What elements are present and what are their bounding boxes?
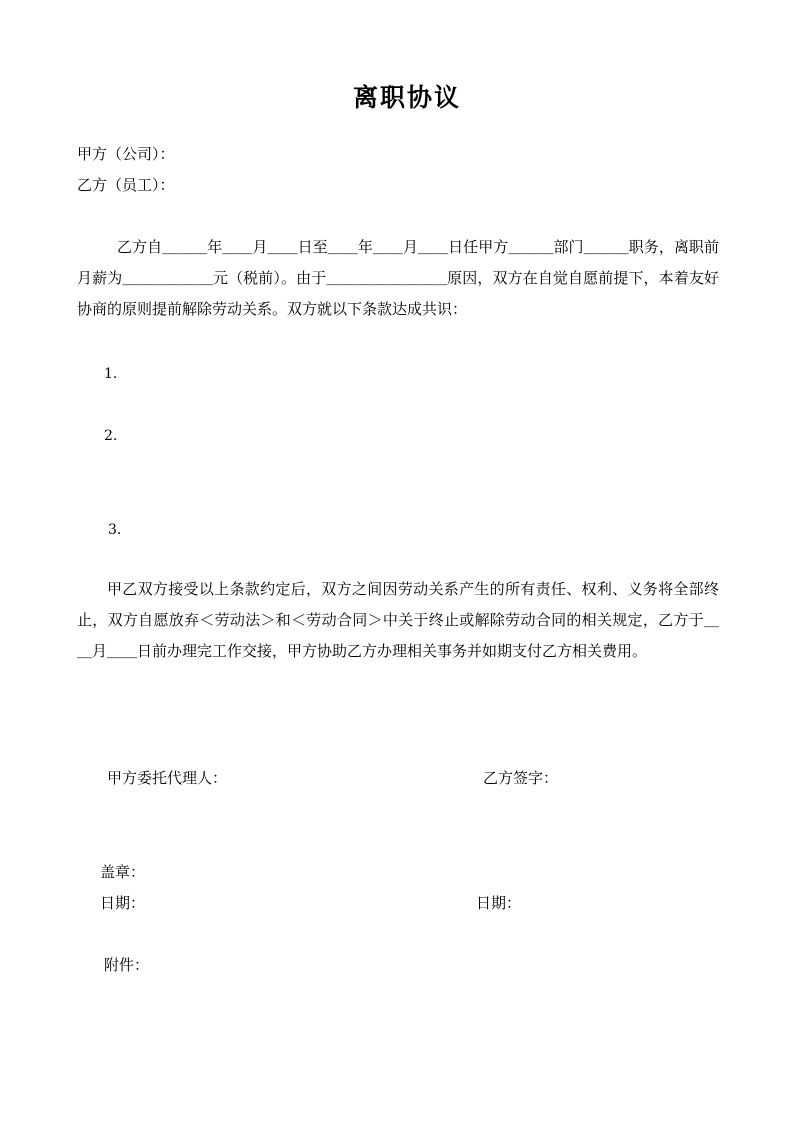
party-a-label: 甲方（公司）：	[77, 145, 175, 163]
clause-item-1: 1.	[104, 366, 118, 382]
employment-terms-paragraph: 乙方自＿＿＿年＿＿月＿＿日至＿＿年＿＿月＿＿日任甲方＿＿＿部门＿＿＿职务，离职前月薪为＿＿＿＿＿＿元（税前）。由于＿＿＿＿＿＿＿＿原因，双方在自觉自愿前提下，本着友好协商的原则提前解除劳动关系。双方就以下条款达成共识：	[77, 238, 719, 318]
seal-label: 盖章：	[100, 863, 146, 881]
party-b-label: 乙方（员工）：	[77, 176, 175, 194]
clause-item-2: 2.	[104, 428, 118, 444]
document-title: 离职协议	[352, 83, 461, 112]
party-b-signature-label: 乙方签字：	[483, 769, 559, 787]
party-a-date-label: 日期：	[100, 894, 146, 912]
clause-item-3: 3.	[108, 522, 122, 538]
party-b-date-label: 日期：	[476, 894, 522, 912]
attachment-label: 附件：	[104, 956, 150, 974]
party-a-agent-label: 甲方委托代理人：	[107, 769, 228, 787]
termination-paragraph: 甲乙双方接受以上条款约定后，双方之间因劳动关系产生的所有责任、权利、义务将全部终止，双方自愿放弃＜劳动法＞和＜劳动合同＞中关于终止或解除劳动合同的相关规定，乙方于＿＿月＿＿日前办理完工作交接，甲方协助乙方办理相关事务并如期支付乙方相关费用。	[77, 580, 719, 660]
